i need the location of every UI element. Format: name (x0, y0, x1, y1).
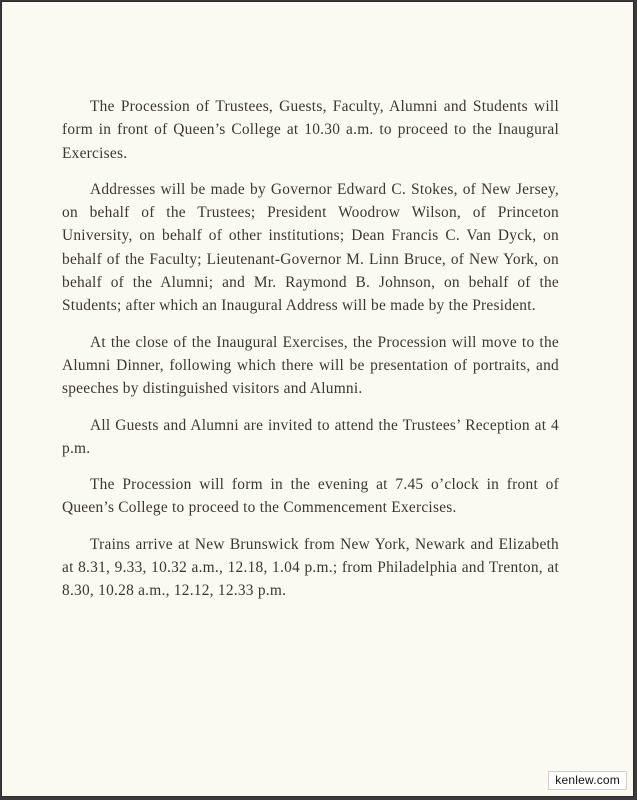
paragraph-reception: All Guests and Alumni are invited to attend the Trustees’ Reception at 4 p.m. (62, 416, 559, 457)
paragraph-trains: Trains arrive at New Brunswick from New York, Newark and Elizabeth at 8.31, 9.33, 10.32 a.m., 12.18, 1.04 p.m.; from Philadelphia and Trenton, at 8.30, 10.28 a.m., 12.12, 12.33 p.m. (62, 535, 559, 600)
paragraph-procession: The Procession of Trustees, Guests, Faculty, Alumni and Students will form in front of Queen’s College at 10.30 a.m. to proceed to the Inaugural Exercises. (62, 98, 559, 162)
paragraph-evening-procession: The Procession will form in the evening at 7.45 o’clock in front of Queen’s College to proceed to the Commencement Exercises. (62, 476, 559, 517)
paragraph-alumni-dinner: At the close of the Inaugural Exercises, the Procession will move to the Alumni Dinner, following which there will be presentation of portraits, and speeches by distinguished visitors and Alumni. (62, 333, 559, 398)
watermark-label: kenlew.com (548, 771, 627, 790)
program-text (62, 95, 559, 616)
document-page (1, 1, 634, 797)
paragraph-addresses: Addresses will be made by Governor Edward C. Stokes, of New Jersey, on behalf of the Trustees; President Woodrow Wilson, of Princeton University, on behalf of other institutions; Dean Francis C. Van Dyck, on behalf of the Faculty; Lieutenant-Governor M. Linn Bruce, of New York, on behalf of the Alumni; and Mr. Raymond B. Johnson, on behalf of the Students; after which an Inaugural Address will be made by the President. (62, 180, 559, 315)
